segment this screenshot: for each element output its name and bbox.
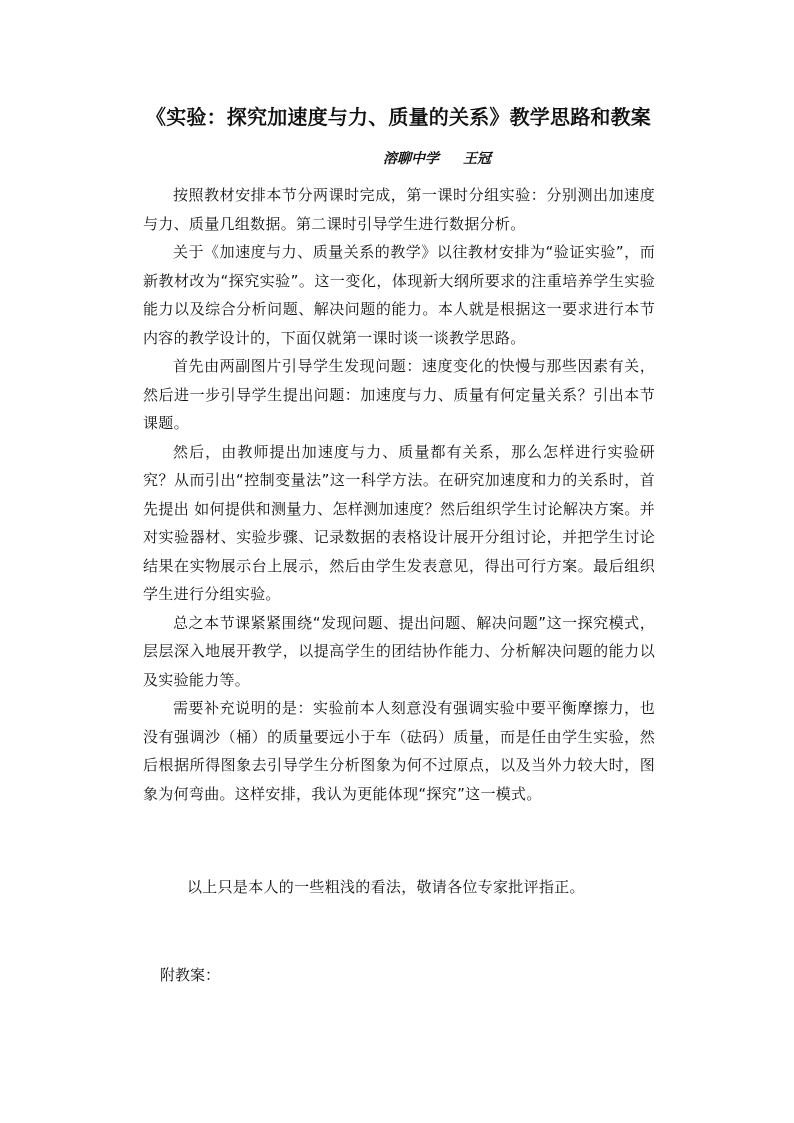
appendix-label: 附教案：	[160, 966, 221, 984]
body-text	[143, 181, 655, 808]
paragraph: 关于《加速度与力、质量关系的教学》以往教材安排为“验证实验”，而新教材改为“探究实验”。这一变化，体现新大纲所要求的注重培养学生实验能力以及综合分析问题、解决问题的能力。本人就是根据这一要求进行本节内容的教学设计的，下面仅就第一课时谈一谈教学思路。	[143, 243, 655, 347]
paragraph: 总之本节课紧紧围绕“发现问题、提出问题、解决问题”这一探究模式，层层深入地展开教学，以提高学生的团结协作能力、分析解决问题的能力以及实验能力等。	[143, 613, 655, 689]
paragraph: 首先由两副图片引导学生发现问题：速度变化的快慢与那些因素有关，然后进一步引导学生提出问题：加速度与力、质量有何定量关系？引出本节课题。	[143, 357, 655, 432]
closing-paragraph: 以上只是本人的一些粗浅的看法，敬请各位专家批评指正。	[187, 878, 585, 896]
author-line	[383, 148, 491, 170]
document-title: 《实验：探究加速度与力、质量的关系》教学思路和教案	[146, 105, 651, 129]
paragraph: 按照教材安排本节分两课时完成，第一课时分组实验：分别测出加速度与力、质量几组数据。第二课时引导学生进行数据分析。	[143, 186, 655, 233]
author-school: 溶聊中学	[383, 151, 439, 167]
paragraph: 需要补充说明的是：实验前本人刻意没有强调实验中要平衡摩擦力，也没有强调沙（桶）的质量要远小于车（砝码）质量，而是任由学生实验，然后根据所得图象去引导学生分析图象为何不过原点，以及当外力较大时，图象为何弯曲。这样安排，我认为更能体现“探究”这一模式。	[143, 699, 655, 803]
author-name: 王冠	[463, 151, 491, 167]
paragraph: 然后，由教师提出加速度与力、质量都有关系，那么怎样进行实验研究？从而引出“控制变量法”这一科学方法。在研究加速度和力的关系时，首先提出 如何提供和测量力、怎样测加速度？然后组织学生讨论解决方案。并对实验器材、实验步骤、记录数据的表格设计展开分组讨论，并把学生讨论结果在实物展示台上展示，然后由学生发表意见，得出可行方案。最后组织学生进行分组实验。	[143, 442, 655, 603]
